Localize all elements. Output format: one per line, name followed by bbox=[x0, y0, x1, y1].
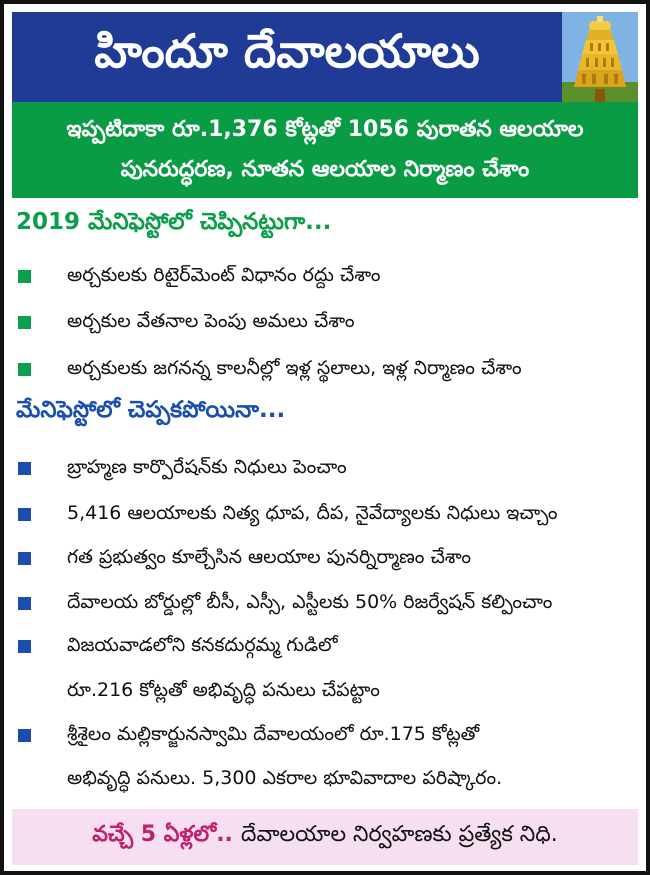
blue-square-bullet-icon bbox=[18, 508, 31, 521]
list-item bbox=[18, 587, 636, 617]
page-title: హిందూ దేవాలయాలు bbox=[12, 12, 562, 102]
green-square-bullet-icon bbox=[18, 363, 31, 376]
list-item-text: అర్చకులకు జగనన్న కాలనీల్లో ఇళ్ల స్థలాలు, ఇళ్ల నిర్మాణం చేశాం bbox=[67, 357, 522, 379]
list-item-continuation bbox=[18, 763, 636, 793]
blue-square-bullet-icon bbox=[18, 462, 31, 475]
blue-square-bullet-icon bbox=[18, 729, 31, 742]
list-item bbox=[18, 353, 636, 383]
list-item-text: గత ప్రభుత్వం కూల్చేసిన ఆలయాల పునర్నిర్మాణం చేశాం bbox=[67, 546, 472, 568]
list-item-text: దేవాలయ బోర్డుల్లో బీసీ, ఎస్సీ, ఎస్టీలకు 50% రిజర్వేషన్ కల్పించాం bbox=[67, 591, 553, 613]
list-item-continuation bbox=[18, 675, 636, 705]
list-item bbox=[18, 719, 636, 749]
blue-square-bullet-icon bbox=[18, 597, 31, 610]
list-item-text: అర్చకులకు రిటైర్‌మెంట్ విధానం రద్దు చేశాం bbox=[67, 264, 381, 286]
green-square-bullet-icon bbox=[18, 270, 31, 283]
green-square-bullet-icon bbox=[18, 316, 31, 329]
section-heading-manifesto: 2019 మేనిఫెస్టోలో చెప్పినట్టుగా... bbox=[16, 209, 332, 235]
list-item bbox=[18, 542, 636, 572]
footer-banner bbox=[12, 809, 638, 865]
footer-lead: వచ్చే 5 ఏళ్లలో.. bbox=[92, 822, 233, 847]
list-item-text: 5,416 ఆలయాలకు నిత్య ధూప, దీప, నైవేద్యాలకు నిధులు ఇచ్చాం bbox=[67, 502, 558, 524]
list-item-text: శ్రీశైలం మల్లికార్జునస్వామి దేవాలయంలో రూ.175 కోట్లతో bbox=[67, 723, 480, 745]
list-item bbox=[18, 452, 636, 482]
highlight-line: ఇప్పటిదాకా రూ.1,376 కోట్లతో 1056 పురాతన ఆలయాల bbox=[66, 117, 584, 142]
list-item bbox=[18, 498, 636, 528]
list-item-text: విజయవాడలోని కనకదుర్గమ్మ గుడిలో bbox=[67, 634, 338, 656]
list-item bbox=[18, 260, 636, 290]
section-heading-beyond-manifesto: మేనిఫెస్టోలో చెప్పకపోయినా... bbox=[16, 397, 286, 423]
list-item-text: అభివృద్ధి పనులు. 5,300 ఎకరాల భూవివాదాల పరిష్కారం. bbox=[67, 767, 503, 789]
highlight-banner bbox=[12, 102, 638, 198]
footer-text: దేవాలయాల నిర్వహణకు ప్రత్యేక నిధి. bbox=[240, 822, 558, 847]
blue-square-bullet-icon bbox=[18, 552, 31, 565]
list-item-text: అర్చకుల వేతనాల పెంపు అమలు చేశాం bbox=[67, 310, 355, 332]
temple-tower-icon bbox=[562, 12, 638, 102]
list-item-text: రూ.216 కోట్లతో అభివృద్ధి పనులు చేపట్టాం bbox=[67, 679, 380, 701]
list-item-text: బ్రాహ్మణ కార్పొరేషన్‌కు నిధులు పెంచాం bbox=[67, 456, 347, 478]
list-item bbox=[18, 630, 636, 660]
list-item bbox=[18, 306, 636, 336]
blue-square-bullet-icon bbox=[18, 640, 31, 653]
highlight-line: పునరుద్ధరణ, నూతన ఆలయాల నిర్మాణం చేశాం bbox=[120, 157, 530, 182]
